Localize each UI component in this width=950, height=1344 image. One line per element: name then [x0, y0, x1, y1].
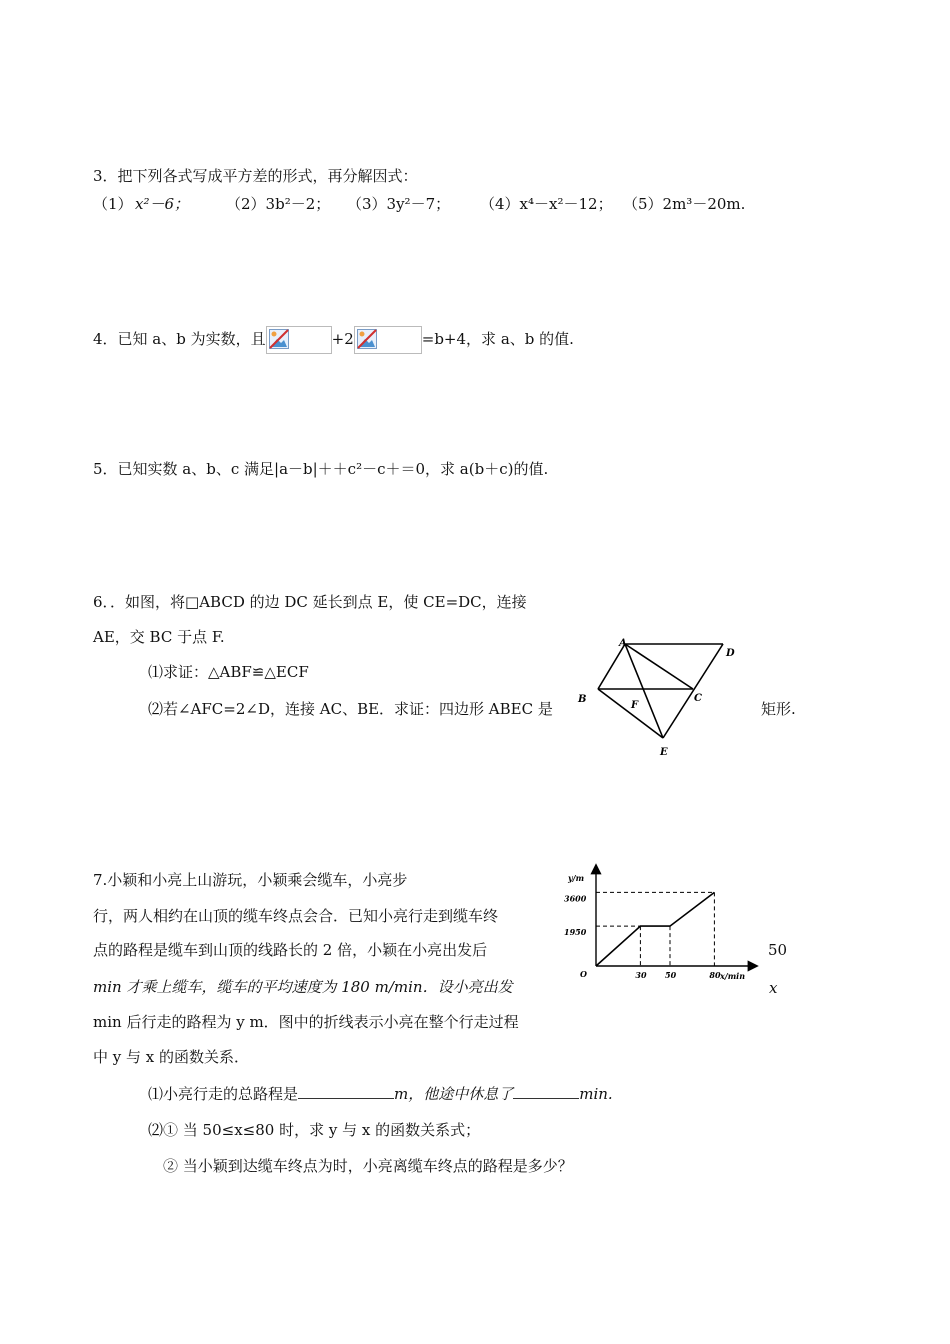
q3-part-1-num: （1）: [93, 195, 133, 213]
q7-sub1-a: ⑴小亮行走的总路程是: [148, 1085, 299, 1103]
point-label-C: C: [694, 693, 702, 704]
q7-sub2: ⑵① 当 50≤x≤80 时，求 y 与 x 的函数关系式；: [148, 1121, 481, 1139]
q7-line6: 中 y 与 x 的函数关系．: [93, 1048, 250, 1066]
answer-blank-total-distance[interactable]: [298, 1084, 394, 1099]
q4-post: =b+4，求 a、b 的值.: [421, 330, 574, 348]
point-label-A: A: [619, 638, 627, 649]
x-tick-label: 30: [635, 970, 647, 980]
q3-part-2: （2）3b²－2；: [226, 195, 331, 213]
series-line: [596, 892, 714, 966]
point-label-E: E: [660, 747, 668, 758]
parallelogram-figure: [570, 630, 750, 765]
y-tick-label: 1950: [564, 927, 587, 938]
q6-sub2-end: 矩形.: [761, 700, 796, 718]
q3-title: 3．把下列各式写成平方差的形式，再分解因式：: [93, 167, 418, 185]
q6-sub1: ⑴求证：△ABF≌△ECF: [148, 663, 309, 681]
segment-DE: [663, 644, 723, 738]
distance-time-chart: [560, 860, 760, 990]
q3-part-3: （3）3y²－7；: [347, 195, 451, 213]
q7-line3: 点的路程是缆车到山顶的线路长的 2 倍，小颖在小亮出发后: [93, 941, 488, 959]
q4-pre: 4．已知 a、b 为实数，且: [93, 330, 266, 348]
x-tick-label: 50: [665, 970, 677, 980]
y-axis-label: y/m: [568, 873, 585, 883]
x-tick-label: 80: [709, 970, 721, 980]
q7-line4: min 才乘上缆车，缆车的平均速度为 180 m/min．设小亮出发: [93, 978, 513, 996]
broken-image-icon: [354, 326, 422, 354]
segment-AB: [598, 644, 625, 689]
x-axis-label: x/min: [720, 971, 746, 981]
q6-sub2: ⑵若∠AFC=2∠D，连接 AC、BE．求证：四边形 ABEC 是: [148, 700, 553, 718]
q7-line3-right: 50: [768, 941, 788, 959]
q3-part-4: （4）x⁴－x²－12；: [480, 195, 613, 213]
q7-sub1-c: min.: [579, 1085, 613, 1103]
q3-part-5: （5）2m³－20m.: [623, 195, 746, 213]
q7-line5: min 后行走的路程为 y m．图中的折线表示小亮在整个行走过程: [93, 1013, 519, 1031]
q7-sub1-b: m，他途中休息了: [394, 1085, 514, 1103]
segment-AC: [625, 644, 693, 689]
q7-line4-right: x: [769, 979, 778, 997]
point-label-B: B: [578, 694, 587, 705]
q7-line1: 7.小颖和小亮上山游玩，小颖乘会缆车，小亮步: [93, 871, 408, 889]
broken-image-icon: [266, 326, 332, 354]
q6-line2: AE，交 BC 于点 F.: [93, 628, 225, 646]
q7-sub1: [148, 1084, 613, 1104]
point-label-F: F: [631, 700, 639, 711]
origin-label: O: [580, 969, 587, 979]
q3-part-1: x²－6；: [135, 195, 190, 213]
point-label-D: D: [726, 648, 735, 659]
q5-text: 5．已知实数 a、b、c 满足|a－b|＋＋c²－c＋＝0，求 a(b＋c)的值.: [93, 460, 549, 478]
q4-mid: +2: [331, 330, 354, 348]
q7-sub3: ② 当小颖到达缆车终点为时，小亮离缆车终点的路程是多少？: [163, 1157, 573, 1175]
q4-line: [93, 326, 574, 354]
q7-line2: 行，两人相约在山顶的缆车终点会合．已知小亮行走到缆车终: [93, 907, 499, 925]
q6-line1: 6．．如图，将□ABCD 的边 DC 延长到点 E，使 CE=DC，连接: [93, 593, 527, 611]
y-tick-label: 3600: [564, 893, 587, 904]
answer-blank-rest-time[interactable]: [513, 1084, 579, 1099]
